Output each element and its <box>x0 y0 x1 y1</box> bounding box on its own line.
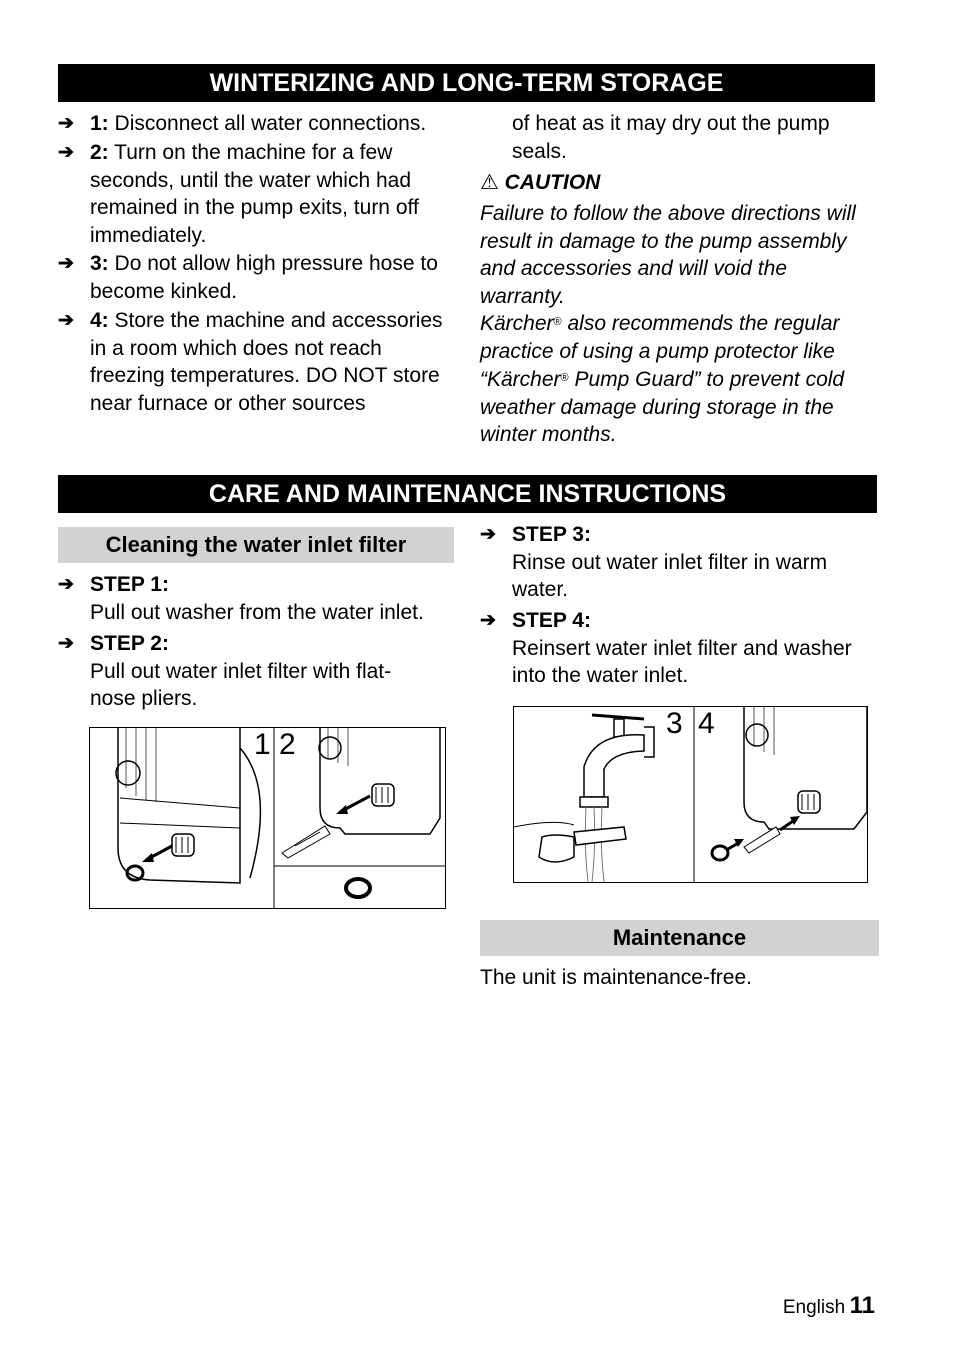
page-footer <box>760 1292 875 1320</box>
warning-icon: ⚠ <box>480 171 499 194</box>
arrow-right-icon: ➔ <box>58 113 74 134</box>
arrow-right-icon: ➔ <box>58 310 74 331</box>
arrow-right-icon: ➔ <box>58 253 74 274</box>
caution-text: Failure to follow the above directions will result in damage to the pump assembly and accessories and will void the warranty. <box>480 202 856 308</box>
arrow-right-icon: ➔ <box>480 610 496 631</box>
caution-heading: ⚠ CAUTION <box>480 171 601 194</box>
recommend-text: Kärcher® also recommends the regular practice of using a pump protector like “Kärcher® Pump Guard” to prevent cold weather damage during storage in the winter months. <box>480 312 845 446</box>
winter-step-4: ➔ 4: Store the machine and accessories in a room which does not reach freezing temperatures. DO NOT store near furnace or other sources <box>58 309 443 415</box>
figure-number-2: 2 <box>279 728 296 761</box>
winter-step-2: ➔ 2: Turn on the machine for a few seconds, until the water which had remained in the pump exits, turn off immediately. <box>58 141 419 247</box>
page-number: 11 <box>849 1292 875 1319</box>
figure-number-1: 1 <box>254 728 271 761</box>
figure-steps-3-4 <box>513 706 868 883</box>
subsection-cleaning-filter: Cleaning the water inlet filter <box>58 527 454 563</box>
registered-mark: ® <box>553 316 562 328</box>
arrow-right-icon: ➔ <box>480 524 496 545</box>
winter-step-1: ➔ 1: Disconnect all water connections. <box>58 110 458 138</box>
care-step-2: ➔ STEP 2: Pull out water inlet filter with flat-nose pliers. <box>58 632 392 710</box>
maintenance-text: The unit is maintenance-free. <box>480 966 752 989</box>
care-step-3: ➔ STEP 3: Rinse out water inlet filter in warm water. <box>480 523 828 601</box>
winter-step-4-continued: of heat as it may dry out the pump seals. <box>512 112 830 163</box>
footer-language: English <box>782 1297 846 1318</box>
filter-rinse-reinsert-illustration <box>514 707 867 882</box>
care-step-1: ➔ STEP 1: Pull out washer from the water inlet. <box>58 573 424 624</box>
arrow-right-icon: ➔ <box>58 574 74 595</box>
subsection-maintenance: Maintenance <box>480 920 879 956</box>
section-title-winterizing: WINTERIZING AND LONG-TERM STORAGE <box>58 64 875 102</box>
arrow-right-icon: ➔ <box>58 633 74 654</box>
winter-step-3: ➔ 3: Do not allow high pressure hose to become kinked. <box>58 252 438 303</box>
arrow-right-icon: ➔ <box>58 142 74 163</box>
care-step-4: ➔ STEP 4: Reinsert water inlet filter and washer into the water inlet. <box>480 609 852 687</box>
figure-number-3: 3 <box>666 707 683 740</box>
figure-steps-1-2 <box>89 727 446 909</box>
registered-mark: ® <box>560 372 569 384</box>
section-title-care: CARE AND MAINTENANCE INSTRUCTIONS <box>58 475 877 513</box>
figure-number-4: 4 <box>698 707 715 740</box>
